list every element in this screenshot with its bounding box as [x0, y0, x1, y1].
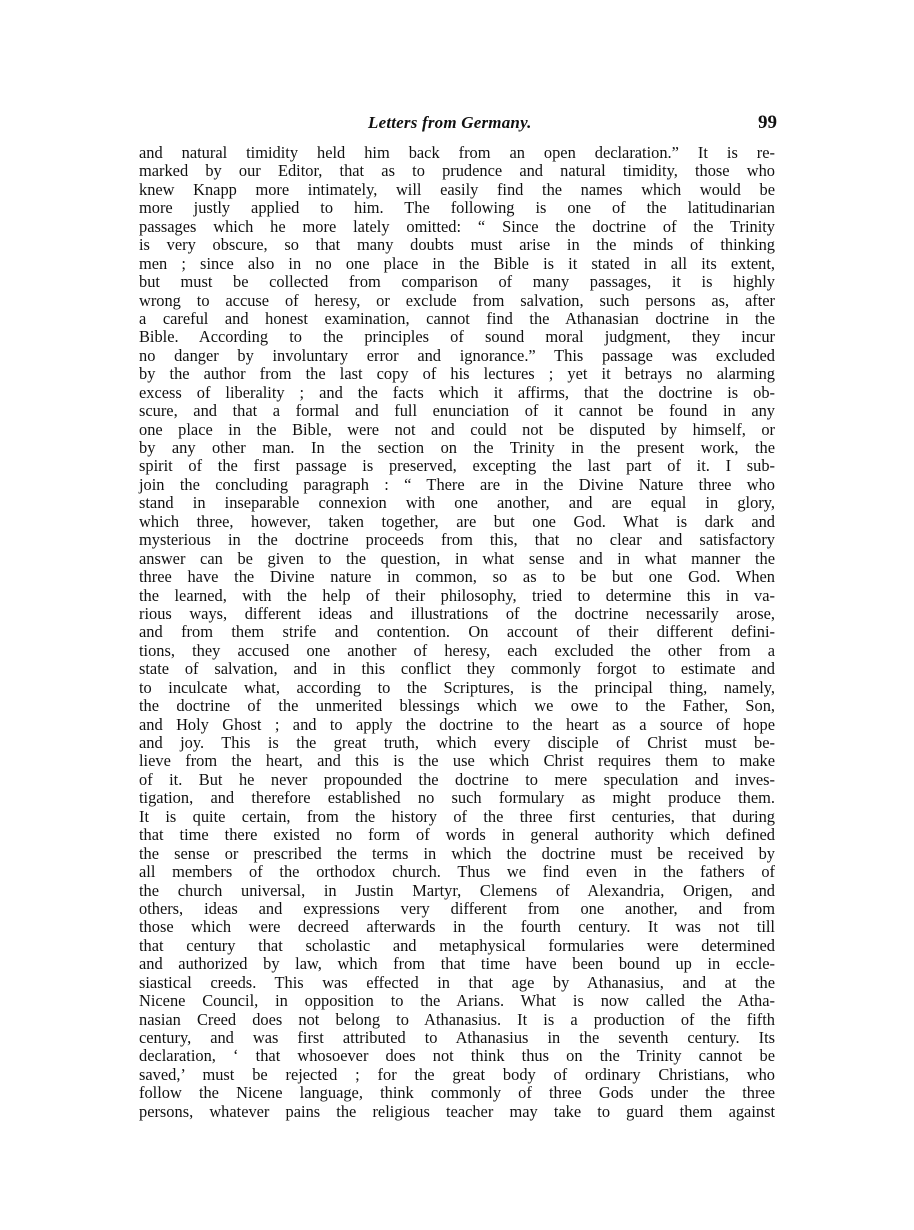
text-line: stand in inseparable connexion with one another, and are equal in glory, [139, 493, 775, 513]
text-line: state of salvation, and in this conflict they commonly forgot to estimate and [139, 659, 775, 679]
text-line: to inculcate what, according to the Scriptures, is the principal thing, namely, [139, 677, 775, 697]
running-head [0, 113, 914, 137]
text-line: answer can be given to the question, in what sense and in what manner the [139, 548, 775, 568]
text-line: knew Knapp more intimately, will easily find the names which would be [139, 179, 775, 199]
running-title: Letters from Germany. [368, 113, 532, 132]
text-line: Bible. According to the principles of sound moral judgment, they incur [139, 327, 775, 347]
text-line: all members of the orthodox church. Thus we find even in the fathers of [139, 862, 775, 882]
text-line: that century that scholastic and metaphysical formularies were determined [139, 935, 775, 955]
text-line: Nicene Council, in opposition to the Arians. What is now called the Atha- [139, 991, 775, 1011]
text-line: a careful and honest examination, cannot find the Athanasian doctrine in the [139, 308, 775, 328]
text-line: rious ways, different ideas and illustrations of the doctrine necessarily arose, [139, 603, 775, 623]
text-line: and authorized by law, which from that time have been bound up in eccle- [139, 954, 775, 974]
text-line: men ; since also in no one place in the Bible is it stated in all its extent, [139, 253, 775, 273]
body-paragraph [139, 144, 775, 1121]
text-line: no danger by involuntary error and ignorance.” This passage was excluded [139, 345, 775, 365]
text-line: tigation, and therefore established no such formulary as might produce them. [139, 788, 775, 808]
text-line: the church universal, in Justin Martyr, Clemens of Alexandria, Origen, and [139, 880, 775, 900]
text-line: which three, however, taken together, are but one God. What is dark and [139, 511, 775, 531]
text-line: persons, whatever pains the religious teacher may take to guard them against [139, 1101, 775, 1121]
text-line: It is quite certain, from the history of the three first centuries, that during [139, 806, 775, 826]
text-line: century, and was first attributed to Athanasius in the seventh century. Its [139, 1028, 775, 1047]
text-line: siastical creeds. This was effected in that age by Athanasius, and at the [139, 972, 775, 992]
text-line: spirit of the first passage is preserved, excepting the last part of it. I sub- [139, 456, 775, 476]
text-line: the doctrine of the unmerited blessings which we owe to the Father, Son, [139, 696, 775, 716]
text-line: follow the Nicene language, think commonly of three Gods under the three [139, 1083, 775, 1103]
text-line: those which were decreed afterwards in the fourth century. It was not till [139, 917, 775, 937]
text-line: and from them strife and contention. On account of their different defini- [139, 622, 775, 642]
text-line: three have the Divine nature in common, so as to be but one God. When [139, 567, 775, 587]
text-line: the sense or prescribed the terms in which the doctrine must be received by [139, 843, 775, 863]
text-line: lieve from the heart, and this is the use which Christ requires them to make [139, 751, 775, 771]
text-line: mysterious in the doctrine proceeds from this, that no clear and satisfactory [139, 530, 775, 550]
text-line: but must be collected from comparison of many passages, it is highly [139, 272, 775, 292]
text-line: marked by our Editor, that as to prudence and natural timidity, those who [139, 161, 775, 181]
text-line: saved,’ must be rejected ; for the great body of ordinary Christians, who [139, 1064, 775, 1084]
text-line: nasian Creed does not belong to Athanasius. It is a production of the fifth [139, 1009, 775, 1029]
text-line: that time there existed no form of words in general authority which defined [139, 825, 775, 845]
text-line: the learned, with the help of their philosophy, tried to determine this in va- [139, 585, 775, 605]
page-number: 99 [758, 112, 777, 133]
text-line: declaration, ‘ that whosoever does not think thus on the Trinity cannot be [139, 1046, 775, 1066]
text-line: one place in the Bible, were not and could not be disputed by himself, or [139, 419, 775, 439]
text-line: by any other man. In the section on the Trinity in the present work, the [139, 438, 775, 457]
text-line: wrong to accuse of heresy, or exclude from salvation, such persons as, after [139, 290, 775, 310]
text-line: tions, they accused one another of heresy, each excluded the other from a [139, 640, 775, 660]
text-line: join the concluding paragraph : “ There are in the Divine Nature three who [139, 474, 775, 494]
text-line: passages which he more lately omitted: “ Since the doctrine of the Trinity [139, 216, 775, 236]
text-line: and Holy Ghost ; and to apply the doctrine to the heart as a source of hope [139, 714, 775, 734]
text-line: excess of liberality ; and the facts which it affirms, that the doctrine is ob- [139, 382, 775, 402]
text-line: of it. But he never propounded the doctrine to mere speculation and inves- [139, 769, 775, 789]
text-line: others, ideas and expressions very different from one another, and from [139, 898, 775, 918]
text-line: and natural timidity held him back from an open declaration.” It is re- [139, 143, 775, 162]
text-line: is very obscure, so that many doubts must arise in the minds of thinking [139, 235, 775, 255]
text-line: by the author from the last copy of his lectures ; yet it betrays no alarming [139, 364, 775, 384]
text-line: scure, and that a formal and full enunciation of it cannot be found in any [139, 401, 775, 421]
text-line: and joy. This is the great truth, which every disciple of Christ must be- [139, 733, 775, 752]
text-line: more justly applied to him. The following is one of the latitudinarian [139, 198, 775, 218]
